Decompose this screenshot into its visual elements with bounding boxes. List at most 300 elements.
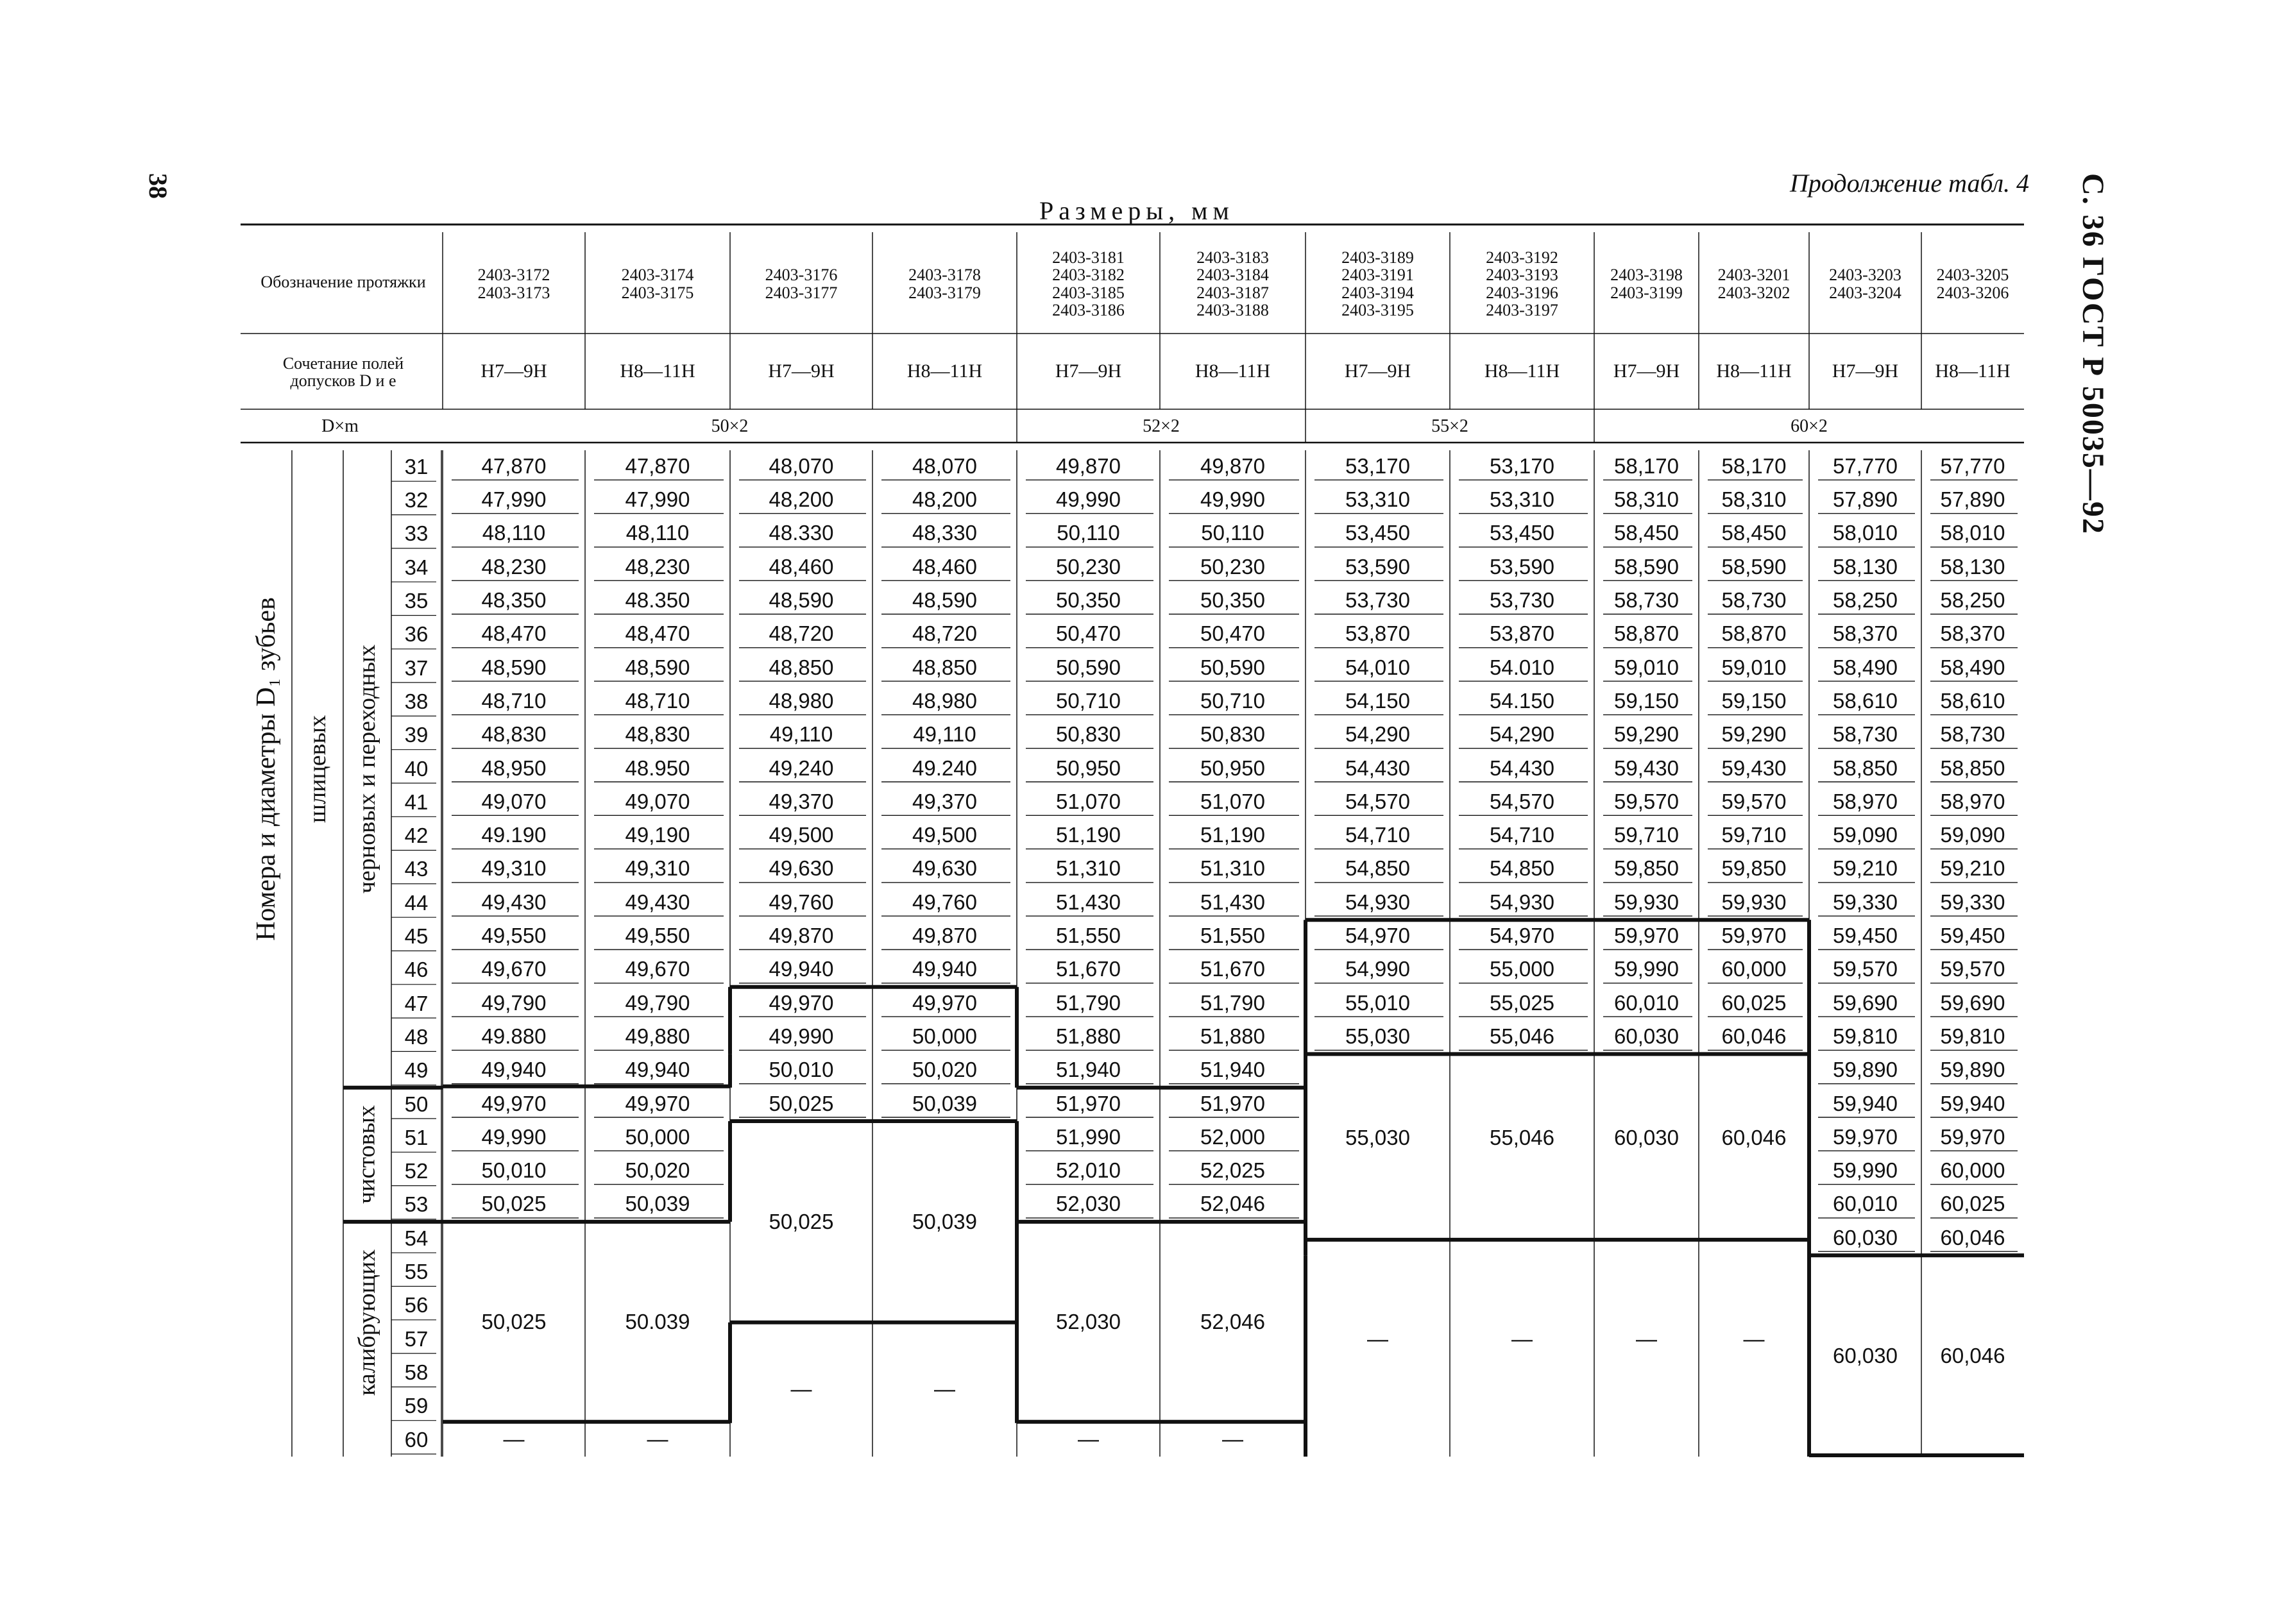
value-cell: 51,310 bbox=[1056, 856, 1121, 881]
row-number: 47 bbox=[404, 991, 429, 1015]
value-cell: 48.350 bbox=[625, 588, 690, 613]
value-cell: 59,150 bbox=[1721, 688, 1787, 713]
row-number: 48 bbox=[404, 1024, 429, 1049]
value-cell: 48,460 bbox=[912, 554, 977, 579]
value-cell: 51,970 bbox=[1056, 1091, 1121, 1115]
row-number: 39 bbox=[404, 723, 429, 747]
column-tolerance: H8—11H bbox=[1935, 360, 2011, 382]
value-cell: 52,025 bbox=[1200, 1158, 1265, 1183]
value-cell: 49,310 bbox=[481, 856, 547, 881]
row-number: 59 bbox=[404, 1394, 429, 1418]
merged-value-cell: — bbox=[1636, 1326, 1657, 1351]
value-cell: 60,025 bbox=[1721, 990, 1787, 1015]
value-cell: 57,770 bbox=[1833, 453, 1898, 478]
value-cell: 54,570 bbox=[1490, 789, 1554, 813]
merged-value-cell: 50.039 bbox=[625, 1310, 690, 1334]
value-cell: 53,870 bbox=[1490, 622, 1554, 646]
row-number: 42 bbox=[404, 824, 429, 848]
value-cell: 51,190 bbox=[1200, 823, 1265, 847]
row-number: 37 bbox=[404, 656, 429, 680]
merged-value-cell: 52,046 bbox=[1200, 1310, 1265, 1334]
value-cell: 49,430 bbox=[481, 890, 547, 914]
value-cell: 51,940 bbox=[1056, 1058, 1121, 1082]
value-cell: 54,430 bbox=[1490, 756, 1554, 780]
value-cell: 49,630 bbox=[912, 856, 977, 881]
value-cell: — bbox=[1222, 1426, 1243, 1451]
value-cell: 53,590 bbox=[1345, 554, 1410, 579]
value-cell: 53,170 bbox=[1490, 453, 1554, 478]
merged-value-cell: 50,039 bbox=[912, 1209, 977, 1233]
value-cell: 49,940 bbox=[481, 1058, 547, 1082]
dimension-group: 55×2 bbox=[1431, 416, 1468, 437]
value-cell: 58,610 bbox=[1833, 688, 1898, 713]
value-cell: 58,590 bbox=[1721, 554, 1787, 579]
value-cell: 59,970 bbox=[1833, 1124, 1898, 1149]
value-cell: 58,870 bbox=[1721, 622, 1787, 646]
row-number: 58 bbox=[404, 1360, 429, 1384]
value-cell: 49,630 bbox=[769, 856, 834, 881]
value-cell: 59,290 bbox=[1614, 722, 1679, 747]
value-cell: 54,930 bbox=[1490, 890, 1554, 914]
value-cell: 49,990 bbox=[769, 1024, 834, 1048]
row-number: 40 bbox=[404, 756, 429, 781]
value-cell: 49,070 bbox=[481, 789, 547, 813]
row-number: 46 bbox=[404, 958, 429, 982]
value-cell: 51,880 bbox=[1200, 1024, 1265, 1048]
tolerance-header: Сочетание полей допусков D и e bbox=[282, 353, 404, 390]
value-cell: 50,039 bbox=[625, 1192, 690, 1216]
value-cell: 49,670 bbox=[625, 957, 690, 981]
column-tolerance: H8—11H bbox=[620, 360, 695, 382]
value-cell: 48,950 bbox=[481, 756, 547, 780]
value-cell: 49,990 bbox=[481, 1124, 547, 1149]
value-cell: 50,020 bbox=[625, 1158, 690, 1183]
value-cell: 58,490 bbox=[1940, 655, 2005, 679]
value-cell: 59,330 bbox=[1833, 890, 1898, 914]
value-cell: 49.240 bbox=[912, 756, 977, 780]
column-designation: 2403-3198 2403-3199 bbox=[1610, 266, 1683, 302]
value-cell: 50,110 bbox=[1201, 521, 1264, 545]
column-designation: 2403-3172 2403-3173 bbox=[477, 266, 550, 302]
value-cell: 49,970 bbox=[769, 990, 834, 1015]
value-cell: 48,980 bbox=[769, 688, 834, 713]
value-cell: 50,110 bbox=[1057, 521, 1120, 545]
value-cell: 49,760 bbox=[769, 890, 834, 914]
row-number: 57 bbox=[404, 1326, 429, 1351]
merged-value-cell: — bbox=[790, 1377, 812, 1401]
section-label: чистовых bbox=[353, 1105, 380, 1205]
row-number: 55 bbox=[404, 1260, 429, 1284]
value-cell: 58,730 bbox=[1940, 722, 2005, 747]
designation-header: Обозначение протяжки bbox=[260, 273, 426, 292]
row-number: 54 bbox=[404, 1226, 429, 1250]
value-cell: 59,570 bbox=[1940, 957, 2005, 981]
value-cell: 59,970 bbox=[1721, 924, 1787, 948]
value-cell: 57,890 bbox=[1833, 487, 1898, 512]
value-cell: 59,330 bbox=[1940, 890, 2005, 914]
value-cell: 59,090 bbox=[1833, 823, 1898, 847]
value-cell: 54,970 bbox=[1345, 924, 1410, 948]
row-number: 44 bbox=[404, 890, 429, 915]
table-caption: Продолжение табл. 4 bbox=[1790, 169, 2030, 198]
merged-value-cell: 52,030 bbox=[1056, 1310, 1121, 1334]
value-cell: 58,170 bbox=[1614, 453, 1679, 478]
value-cell: 53,450 bbox=[1490, 521, 1554, 545]
value-cell: 59,450 bbox=[1833, 924, 1898, 948]
value-cell: 59,450 bbox=[1940, 924, 2005, 948]
merged-value-cell: 60,030 bbox=[1614, 1125, 1679, 1149]
column-designation: 2403-3189 2403-3191 2403-3194 2403-3195 bbox=[1341, 248, 1414, 319]
value-cell: 58,590 bbox=[1614, 554, 1679, 579]
subgroup-label: шлицевых bbox=[304, 715, 331, 823]
value-cell: 49,970 bbox=[625, 1091, 690, 1115]
merged-value-cell: — bbox=[1367, 1326, 1388, 1351]
value-cell: 60,030 bbox=[1614, 1024, 1679, 1048]
row-number: 34 bbox=[404, 555, 429, 579]
value-cell: 53,170 bbox=[1345, 453, 1410, 478]
value-cell: 48,590 bbox=[481, 655, 547, 679]
value-cell: 49,240 bbox=[769, 756, 834, 780]
row-number: 51 bbox=[404, 1125, 429, 1149]
value-cell: 49,550 bbox=[481, 924, 547, 948]
value-cell: 58,850 bbox=[1940, 756, 2005, 780]
value-cell: — bbox=[1078, 1426, 1099, 1451]
value-cell: 50,710 bbox=[1200, 688, 1265, 713]
value-cell: 60,000 bbox=[1721, 957, 1787, 981]
value-cell: 49,670 bbox=[481, 957, 547, 981]
value-cell: 49,370 bbox=[912, 789, 977, 813]
value-cell: 48,330 bbox=[912, 521, 977, 545]
value-cell: 60,046 bbox=[1721, 1024, 1787, 1048]
value-cell: 48,200 bbox=[769, 487, 834, 512]
row-number: 35 bbox=[404, 589, 429, 613]
value-cell: 59,930 bbox=[1614, 890, 1679, 914]
row-number: 50 bbox=[404, 1092, 429, 1116]
value-cell: 60,010 bbox=[1614, 990, 1679, 1015]
value-cell: 48.330 bbox=[769, 521, 834, 545]
value-cell: 51,070 bbox=[1056, 789, 1121, 813]
value-cell: 48,230 bbox=[481, 554, 547, 579]
value-cell: 54,710 bbox=[1345, 823, 1410, 847]
column-designation: 2403-3205 2403-3206 bbox=[1936, 266, 2009, 302]
value-cell: 57,770 bbox=[1940, 453, 2005, 478]
value-cell: — bbox=[503, 1426, 525, 1451]
value-cell: 58,450 bbox=[1721, 521, 1787, 545]
value-cell: 48,590 bbox=[625, 655, 690, 679]
row-number: 43 bbox=[404, 857, 429, 881]
value-cell: 50,000 bbox=[625, 1124, 690, 1149]
value-cell: 54.150 bbox=[1490, 688, 1554, 713]
column-tolerance: H8—11H bbox=[1195, 360, 1271, 382]
standard-title: С. 36 ГОСТ Р 50035—92 bbox=[2076, 173, 2110, 535]
column-designation: 2403-3183 2403-3184 2403-3187 2403-3188 bbox=[1196, 248, 1269, 319]
value-cell: 60,030 bbox=[1833, 1225, 1898, 1249]
value-cell: 58,970 bbox=[1833, 789, 1898, 813]
value-cell: 58,310 bbox=[1614, 487, 1679, 512]
value-cell: 49,500 bbox=[769, 823, 834, 847]
value-cell: 48,470 bbox=[481, 622, 547, 646]
column-tolerance: H8—11H bbox=[1484, 360, 1560, 382]
value-cell: 50,350 bbox=[1056, 588, 1121, 613]
value-cell: 49,940 bbox=[912, 957, 977, 981]
value-cell: 50,025 bbox=[769, 1091, 834, 1115]
value-cell: 58,870 bbox=[1614, 622, 1679, 646]
value-cell: 55,000 bbox=[1490, 957, 1554, 981]
value-cell: 59,710 bbox=[1721, 823, 1787, 847]
value-cell: 53,870 bbox=[1345, 622, 1410, 646]
value-cell: 51,990 bbox=[1056, 1124, 1121, 1149]
value-cell: 58,610 bbox=[1940, 688, 2005, 713]
value-cell: 54,150 bbox=[1345, 688, 1410, 713]
row-number: 52 bbox=[404, 1159, 429, 1183]
value-cell: 59,430 bbox=[1721, 756, 1787, 780]
value-cell: 60,046 bbox=[1940, 1225, 2005, 1249]
value-cell: 60,010 bbox=[1833, 1192, 1898, 1216]
value-cell: 49,870 bbox=[912, 924, 977, 948]
value-cell: 48,850 bbox=[769, 655, 834, 679]
value-cell: 48,720 bbox=[769, 622, 834, 646]
column-designation: 2403-3201 2403-3202 bbox=[1717, 266, 1790, 302]
value-cell: 59,810 bbox=[1940, 1024, 2005, 1048]
row-number: 33 bbox=[404, 521, 429, 546]
value-cell: 58,010 bbox=[1940, 521, 2005, 545]
value-cell: 49,990 bbox=[1200, 487, 1265, 512]
value-cell: 60,025 bbox=[1940, 1192, 2005, 1216]
value-cell: 49,370 bbox=[769, 789, 834, 813]
value-cell: 54,930 bbox=[1345, 890, 1410, 914]
value-cell: 59,210 bbox=[1940, 856, 2005, 881]
value-cell: 48,070 bbox=[769, 453, 834, 478]
value-cell: 51,790 bbox=[1200, 990, 1265, 1015]
dimension-group: 52×2 bbox=[1143, 416, 1180, 437]
value-cell: 58,730 bbox=[1614, 588, 1679, 613]
value-cell: 54,990 bbox=[1345, 957, 1410, 981]
value-cell: 48,710 bbox=[481, 688, 547, 713]
row-number: 49 bbox=[404, 1058, 429, 1083]
value-cell: 51,430 bbox=[1056, 890, 1121, 914]
value-cell: 54,850 bbox=[1345, 856, 1410, 881]
value-cell: 48,110 bbox=[625, 521, 690, 545]
value-cell: 49,940 bbox=[625, 1058, 690, 1082]
value-cell: 54,850 bbox=[1490, 856, 1554, 881]
value-cell: 49.190 bbox=[481, 823, 547, 847]
merged-value-cell: 55,046 bbox=[1490, 1125, 1554, 1149]
value-cell: 52,000 bbox=[1200, 1124, 1265, 1149]
value-cell: 48.950 bbox=[625, 756, 690, 780]
value-cell: 58,250 bbox=[1940, 588, 2005, 613]
merged-value-cell: 50,025 bbox=[769, 1209, 834, 1233]
row-number: 41 bbox=[404, 790, 429, 814]
row-number: 60 bbox=[404, 1427, 429, 1451]
value-cell: 58,130 bbox=[1833, 554, 1898, 579]
value-cell: 58,450 bbox=[1614, 521, 1679, 545]
value-cell: 58,250 bbox=[1833, 588, 1898, 613]
value-cell: 59,010 bbox=[1721, 655, 1787, 679]
value-cell: 53,590 bbox=[1490, 554, 1554, 579]
value-cell: 55,025 bbox=[1490, 990, 1554, 1015]
value-cell: 49,430 bbox=[625, 890, 690, 914]
value-cell: 58,370 bbox=[1833, 622, 1898, 646]
value-cell: 49,110 bbox=[913, 722, 976, 747]
value-cell: 59,290 bbox=[1721, 722, 1787, 747]
value-cell: 51,070 bbox=[1200, 789, 1265, 813]
value-cell: 51,430 bbox=[1200, 890, 1265, 914]
column-designation: 2403-3178 2403-3179 bbox=[908, 266, 981, 302]
value-cell: 47,990 bbox=[481, 487, 547, 512]
column-tolerance: H8—11H bbox=[1716, 360, 1792, 382]
value-cell: 55,030 bbox=[1345, 1024, 1410, 1048]
value-cell: 51,880 bbox=[1056, 1024, 1121, 1048]
value-cell: 59,430 bbox=[1614, 756, 1679, 780]
dimension-group: 50×2 bbox=[711, 416, 749, 437]
value-cell: 48,850 bbox=[912, 655, 977, 679]
value-cell: 59,690 bbox=[1940, 990, 2005, 1015]
value-cell: 49,970 bbox=[481, 1091, 547, 1115]
value-cell: 49,190 bbox=[625, 823, 690, 847]
value-cell: 59,850 bbox=[1721, 856, 1787, 881]
value-cell: 50,230 bbox=[1056, 554, 1121, 579]
row-number: 38 bbox=[404, 689, 429, 713]
column-tolerance: H7—9H bbox=[768, 360, 835, 382]
value-cell: 48,830 bbox=[481, 722, 547, 747]
row-number: 31 bbox=[404, 454, 429, 478]
value-cell: — bbox=[647, 1426, 668, 1451]
value-cell: 60,000 bbox=[1940, 1158, 2005, 1183]
value-cell: 48,470 bbox=[625, 622, 690, 646]
column-designation: 2403-3181 2403-3182 2403-3185 2403-3186 bbox=[1052, 248, 1125, 319]
value-cell: 49,500 bbox=[912, 823, 977, 847]
value-cell: 58,970 bbox=[1940, 789, 2005, 813]
value-cell: 53,450 bbox=[1345, 521, 1410, 545]
row-number: 56 bbox=[404, 1293, 429, 1317]
value-cell: 54,970 bbox=[1490, 924, 1554, 948]
value-cell: 49.880 bbox=[481, 1024, 547, 1048]
value-cell: 48,230 bbox=[625, 554, 690, 579]
value-cell: 50,230 bbox=[1200, 554, 1265, 579]
value-cell: 48,460 bbox=[769, 554, 834, 579]
value-cell: 59,690 bbox=[1833, 990, 1898, 1015]
value-cell: 54,430 bbox=[1345, 756, 1410, 780]
value-cell: 48,590 bbox=[769, 588, 834, 613]
merged-value-cell: 50,025 bbox=[481, 1310, 547, 1334]
column-tolerance: H8—11H bbox=[906, 360, 983, 382]
value-cell: 49,970 bbox=[912, 990, 977, 1015]
merged-value-cell: 60,046 bbox=[1940, 1343, 2005, 1367]
value-cell: 59,090 bbox=[1940, 823, 2005, 847]
value-cell: 58,010 bbox=[1833, 521, 1898, 545]
value-cell: 58,170 bbox=[1721, 453, 1787, 478]
merged-value-cell: — bbox=[1511, 1326, 1533, 1351]
value-cell: 47,870 bbox=[625, 453, 690, 478]
value-cell: 51,670 bbox=[1056, 957, 1121, 981]
value-cell: 59,940 bbox=[1940, 1091, 2005, 1115]
value-cell: 52,030 bbox=[1056, 1192, 1121, 1216]
dimension-header: D×m bbox=[321, 416, 359, 437]
value-cell: 59,570 bbox=[1721, 789, 1787, 813]
value-cell: 49,550 bbox=[625, 924, 690, 948]
column-designation: 2403-3203 2403-3204 bbox=[1829, 266, 1901, 302]
value-cell: 51,550 bbox=[1056, 924, 1121, 948]
value-cell: 53,730 bbox=[1345, 588, 1410, 613]
value-cell: 58,370 bbox=[1940, 622, 2005, 646]
merged-value-cell: — bbox=[934, 1377, 955, 1401]
value-cell: 53,310 bbox=[1345, 487, 1410, 512]
value-cell: 54.010 bbox=[1490, 655, 1554, 679]
value-cell: 50,710 bbox=[1056, 688, 1121, 713]
value-cell: 50,010 bbox=[769, 1058, 834, 1082]
value-cell: 58,730 bbox=[1833, 722, 1898, 747]
column-designation: 2403-3192 2403-3193 2403-3196 2403-3197 bbox=[1486, 248, 1558, 319]
value-cell: 58,310 bbox=[1721, 487, 1787, 512]
value-cell: 59,930 bbox=[1721, 890, 1787, 914]
value-cell: 52,010 bbox=[1056, 1158, 1121, 1183]
value-cell: 51,310 bbox=[1200, 856, 1265, 881]
value-cell: 53,310 bbox=[1490, 487, 1554, 512]
value-cell: 49,940 bbox=[769, 957, 834, 981]
value-cell: 59,890 bbox=[1833, 1058, 1898, 1082]
value-cell: 58,730 bbox=[1721, 588, 1787, 613]
column-tolerance: H7—9H bbox=[1613, 360, 1680, 382]
value-cell: 48,980 bbox=[912, 688, 977, 713]
value-cell: 50,025 bbox=[481, 1192, 547, 1216]
value-cell: 59,970 bbox=[1940, 1124, 2005, 1149]
value-cell: 59,940 bbox=[1833, 1091, 1898, 1115]
value-cell: 48,350 bbox=[481, 588, 547, 613]
value-cell: 50,020 bbox=[912, 1058, 977, 1082]
value-cell: 50,830 bbox=[1200, 722, 1265, 747]
value-cell: 48,200 bbox=[912, 487, 977, 512]
value-cell: 58,130 bbox=[1940, 554, 2005, 579]
value-cell: 51,940 bbox=[1200, 1058, 1265, 1082]
value-cell: 50,590 bbox=[1056, 655, 1121, 679]
value-cell: 59,150 bbox=[1614, 688, 1679, 713]
value-cell: 50,470 bbox=[1056, 622, 1121, 646]
value-cell: 50,000 bbox=[912, 1024, 977, 1048]
row-number: 53 bbox=[404, 1192, 429, 1217]
value-cell: 59,210 bbox=[1833, 856, 1898, 881]
column-tolerance: H7—9H bbox=[481, 360, 547, 382]
section-label: калибрующих bbox=[353, 1249, 380, 1396]
value-cell: 58,850 bbox=[1833, 756, 1898, 780]
value-cell: 54,290 bbox=[1345, 722, 1410, 747]
value-cell: 51,790 bbox=[1056, 990, 1121, 1015]
section-label: черновых и переходных bbox=[353, 644, 380, 894]
value-cell: 54,010 bbox=[1345, 655, 1410, 679]
value-cell: 50,590 bbox=[1200, 655, 1265, 679]
value-cell: 55,046 bbox=[1490, 1024, 1554, 1048]
value-cell: 50,010 bbox=[481, 1158, 547, 1183]
column-tolerance: H7—9H bbox=[1344, 360, 1411, 382]
value-cell: 51,670 bbox=[1200, 957, 1265, 981]
value-cell: 59,010 bbox=[1614, 655, 1679, 679]
column-tolerance: H7—9H bbox=[1055, 360, 1122, 382]
column-designation: 2403-3176 2403-3177 bbox=[765, 266, 838, 302]
value-cell: 49,790 bbox=[481, 990, 547, 1015]
value-cell: 54,710 bbox=[1490, 823, 1554, 847]
value-cell: 50,350 bbox=[1200, 588, 1265, 613]
value-cell: 50,950 bbox=[1200, 756, 1265, 780]
value-cell: 48,070 bbox=[912, 453, 977, 478]
value-cell: 59,710 bbox=[1614, 823, 1679, 847]
value-cell: 57,890 bbox=[1940, 487, 2005, 512]
merged-value-cell: 60,030 bbox=[1833, 1343, 1898, 1367]
value-cell: 48,830 bbox=[625, 722, 690, 747]
value-cell: 49,990 bbox=[1056, 487, 1121, 512]
value-cell: 49,870 bbox=[1200, 453, 1265, 478]
value-cell: 47,870 bbox=[481, 453, 547, 478]
value-cell: 54,570 bbox=[1345, 789, 1410, 813]
value-cell: 51,550 bbox=[1200, 924, 1265, 948]
